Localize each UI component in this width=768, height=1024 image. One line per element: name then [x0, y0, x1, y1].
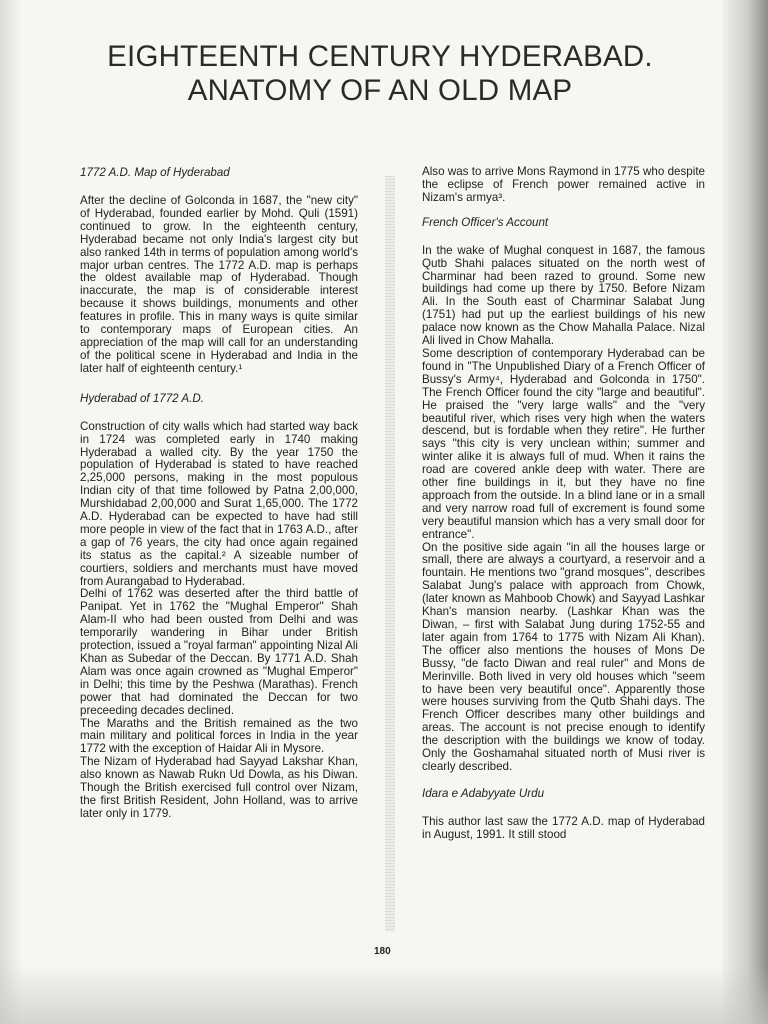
title-line-1: EIGHTEENTH CENTURY HYDERABAD. [107, 40, 653, 73]
page-title [60, 40, 700, 108]
section-heading-map: 1772 A.D. Map of Hyderabad [80, 166, 230, 179]
column-divider [385, 176, 395, 932]
paragraph-mons-raymond: Also was to arrive Mons Raymond in 1775 who despite the eclipse of French power remained active in Nizam's armya³. [422, 165, 705, 204]
paragraph-mughal-conquest: In the wake of Mughal conquest in 1687, the famous Qutb Shahi palaces situated on the north west of Charminar had been razed to ground. Some new buildings had come up there by 1750. Before Nizam Ali. In the South east of Charminar Salabat Jung (1751) had put up the earliest buildings of his new palace now known as the Chow Mahalla Palace. Nizal Ali lived in Chow Mahalla. [422, 243, 705, 348]
section-heading-french-officer: French Officer's Account [422, 215, 549, 229]
paragraph-delhi-1762: Delhi of 1762 was deserted after the third battle of Panipat. Yet in 1762 the "Mughal Emperor" Shah Alam-II who had been ousted from Delhi and was temporarily wandering in Bihar under British protection, issued a "royal farman" appointing Nizal Ali Khan as Subedar of the Deccan. By 1771 A.D. Shah Alam was once again crowned as "Mughal Emperor" in Delhi; this time by the Peshwa (Marathas). French power that had dominated the Deccan for two preceeding decades declined. [80, 587, 358, 717]
paragraph-positive-side: On the positive side again "in all the houses large or small, there are always a courtyard, a reservoir and a fountain. He mentions two "grand mosques", describes Salabat Jung's palace with approach from Chowk, (later known as Mahboob Chowk) and Sayyad Lashkar Khan's mansion nearby. (Lashkar Khan was the Diwan, – first with Salabat Jung during 1752-55 and later again from 1764 to 1775 with Nizam Ali Khan). The officer also mentions the houses of Mons De Bussy, "de facto Diwan and real ruler" and Mons de Merinville. Both lived in very old houses which "seem to have been very beautiful once". Apparently those were houses surviving from the Qutb Shahi days. The French Officer describes many other buildings and areas. The account is not precise enough to identify the description with the buildings we know of today. Only the Goshamahal situated north of Musi river is clearly described. [422, 540, 705, 773]
section-heading-hyderabad-1772: Hyderabad of 1772 A.D. [80, 391, 204, 405]
page-edge-left [0, 0, 22, 1024]
section-heading-idara: Idara e Adabyyate Urdu [422, 786, 545, 800]
paragraph-city-walls: Construction of city walls which had started way back in 1724 was completed early in 1740 making Hyderabad a walled city. By the year 1750 the population of Hyderabad is stated to have reached 2,25,000 persons, making in the most populous Indian city of that time followed by Patna 2,00,000, Murshidabad 2,00,000 and Surat 1,65,000. The 1772 A.D. Hyderabad can be expected to have had still more people in view of the fact that in 1763 A.D., after a gap of 76 years, the city had once again regained its status as the capital.² A sizeable number of courtiers, soldiers and merchants must have moved from Aurangabad to Hyderabad. [80, 419, 358, 588]
paragraph-unpublished-diary: Some description of contemporary Hyderabad can be found in "The Unpublished Diary of a French Officer of Bussy's Army⁴, Hyderabad and Golconda in 1750". The French Officer found the city "large and beautiful". He praised the "very large walls" and the "very beautiful river, which rises very high when the waters descend, but is fordable when they retire". He further says "this city is very unclean within; summer and winter alike it is always full of mud. When it rains the road are covered ankle deep with water. There are other fine buildings in it, but they have no fine approach from the outside. In a blind lane or in a small and very narrow road full of excrement is found some very beautiful mansion which has a very small door for entrance". [422, 346, 705, 541]
paragraph-decline-golconda: After the decline of Golconda in 1687, the "new city" of Hyderabad, founded earlier by Mohd. Quli (1591) continued to grow. In the eighteenth century, Hyderabad became not only India's largest city but also ranked 14th in terms of population among world's major urban centres. The 1772 A.D. map is perhaps the oldest available map of Hyderabad. Though inaccurate, the map is of considerable interest because it shows buildings, monuments and other features in profile. This in many ways is quite similar to contemporary maps of European cities. An appreciation of the map will call for an understanding of the political scene in Hyderabad and India in the later half of eighteenth century.¹ [80, 194, 358, 375]
title-line-2: ANATOMY OF AN OLD MAP [187, 74, 573, 107]
right-column [422, 166, 705, 842]
paragraph-marathas-british: The Maraths and the British remained as the two main military and political forces in India in the year 1772 with the exception of Haidar Ali in Mysore. [80, 716, 358, 756]
page-number: 180 [374, 946, 391, 957]
paragraph-nizam-diwan: The Nizam of Hyderabad had Sayyad Lakshar Khan, also known as Nawab Rukn Ud Dowla, as his Diwan. Though the British exercised full control over Nizam, the first British Resident, John Holland, was to arrive later only in 1779. [80, 755, 358, 820]
page-edge-bottom [0, 964, 768, 1024]
paragraph-author-last-saw: This author last saw the 1772 A.D. map of Hyderabad in August, 1991. It still stood [422, 814, 705, 841]
left-column [80, 166, 358, 821]
page-edge-right [722, 0, 768, 1024]
